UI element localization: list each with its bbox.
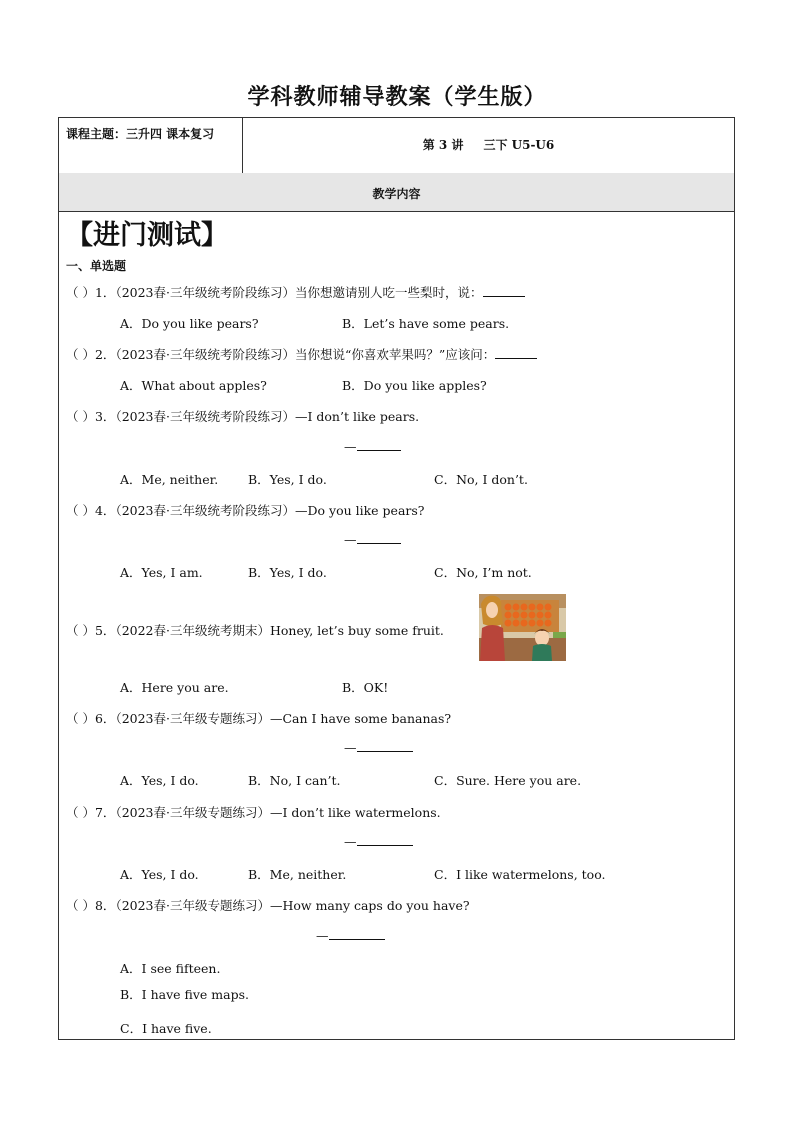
answer-bracket: （ ） bbox=[66, 898, 95, 913]
question-6 bbox=[66, 709, 451, 727]
option-a[interactable]: A．Yes, I am. bbox=[120, 565, 203, 580]
answer-bracket: （ ） bbox=[66, 285, 95, 300]
answer-blank[interactable] bbox=[357, 835, 413, 846]
reply-line bbox=[344, 834, 413, 849]
answer-bracket: （ ） bbox=[66, 409, 95, 424]
answer-blank[interactable] bbox=[495, 348, 537, 359]
question-source: （2023春·三年级专题练习） bbox=[115, 898, 270, 913]
reply-dash: — bbox=[344, 439, 357, 454]
reply-line bbox=[316, 928, 385, 943]
answer-blank[interactable] bbox=[357, 440, 401, 451]
option-a[interactable]: A．Me, neither. bbox=[120, 472, 219, 487]
fruit-shopping-illustration bbox=[479, 594, 566, 661]
option-a[interactable]: A．Yes, I do. bbox=[120, 773, 199, 788]
option-b[interactable]: B．Do you like apples? bbox=[342, 378, 487, 393]
option-c[interactable]: C．Sure. Here you are. bbox=[434, 773, 582, 788]
content-label-row bbox=[59, 173, 734, 212]
question-7 bbox=[66, 803, 441, 821]
question-8 bbox=[66, 896, 470, 914]
answer-blank[interactable] bbox=[357, 741, 413, 752]
section-title: 【进门测试】 bbox=[66, 220, 228, 251]
question-number: 1． bbox=[94, 285, 116, 300]
reply-dash: — bbox=[316, 928, 329, 943]
answer-bracket: （ ） bbox=[66, 805, 95, 820]
option-c[interactable]: C．No, I’m not. bbox=[434, 565, 532, 580]
question-5 bbox=[66, 621, 444, 639]
option-c[interactable]: C．No, I don’t. bbox=[434, 472, 528, 487]
question-text: 当你想邀请别人吃一些梨时，说： bbox=[294, 285, 483, 300]
question-source: （2023春·三年级专题练习） bbox=[115, 805, 270, 820]
question-1 bbox=[66, 283, 525, 301]
question-text: —Can I have some bananas? bbox=[269, 711, 452, 726]
header-row bbox=[59, 118, 734, 174]
option-b[interactable]: B．Yes, I do. bbox=[248, 472, 327, 487]
question-number: 3． bbox=[94, 409, 116, 424]
question-4 bbox=[66, 501, 425, 519]
subsection-title: 一、单选题 bbox=[66, 259, 127, 273]
question-source: （2023春·三年级统考阶段练习） bbox=[115, 409, 295, 424]
question-number: 2． bbox=[94, 347, 116, 362]
option-a[interactable]: A．Do you like pears? bbox=[120, 316, 259, 331]
question-number: 7． bbox=[94, 805, 116, 820]
answer-bracket: （ ） bbox=[66, 503, 95, 518]
option-b[interactable]: B．Me, neither. bbox=[248, 867, 347, 882]
question-source: （2023春·三年级统考阶段练习） bbox=[115, 285, 295, 300]
option-b[interactable]: B．I have five maps. bbox=[120, 987, 249, 1002]
lecture-number: 第 3 讲 bbox=[422, 138, 464, 152]
question-source: （2023春·三年级专题练习） bbox=[115, 711, 270, 726]
option-b[interactable]: B．OK! bbox=[342, 680, 389, 695]
question-text: —I don’t like watermelons. bbox=[269, 805, 441, 820]
reply-dash: — bbox=[344, 834, 357, 849]
answer-bracket: （ ） bbox=[66, 623, 95, 638]
answer-blank[interactable] bbox=[329, 929, 385, 940]
reply-line bbox=[344, 439, 401, 454]
option-b[interactable]: B．Yes, I do. bbox=[248, 565, 327, 580]
answer-blank[interactable] bbox=[483, 286, 525, 297]
reply-line bbox=[344, 532, 401, 547]
question-source: （2023春·三年级统考阶段练习） bbox=[115, 503, 295, 518]
question-3 bbox=[66, 407, 419, 425]
content-label: 教学内容 bbox=[372, 187, 421, 201]
option-a[interactable]: A．What about apples? bbox=[120, 378, 267, 393]
answer-blank[interactable] bbox=[357, 533, 401, 544]
option-a[interactable]: A．Yes, I do. bbox=[120, 867, 199, 882]
question-2 bbox=[66, 345, 537, 363]
answer-bracket: （ ） bbox=[66, 711, 95, 726]
reply-dash: — bbox=[344, 740, 357, 755]
option-a[interactable]: A．I see fifteen. bbox=[120, 961, 221, 976]
question-number: 8． bbox=[94, 898, 116, 913]
question-text: —Do you like pears? bbox=[294, 503, 425, 518]
question-number: 5． bbox=[94, 623, 116, 638]
question-source: （2022春·三年级统考期末） bbox=[115, 623, 270, 638]
lecture-units: 三下 U5-U6 bbox=[483, 138, 555, 152]
page-title: 学科教师辅导教案（学生版） bbox=[247, 85, 547, 110]
reply-dash: — bbox=[344, 532, 357, 547]
lecture-info bbox=[243, 136, 734, 153]
reply-line bbox=[344, 740, 413, 755]
option-a[interactable]: A．Here you are. bbox=[120, 680, 229, 695]
question-text: —I don’t like pears. bbox=[294, 409, 420, 424]
question-text: 当你想说“你喜欢苹果吗？”应该问： bbox=[294, 347, 496, 362]
question-number: 6． bbox=[94, 711, 116, 726]
question-text: —How many caps do you have? bbox=[269, 898, 470, 913]
option-b[interactable]: B．Let’s have some pears. bbox=[342, 316, 510, 331]
question-number: 4． bbox=[94, 503, 116, 518]
option-b[interactable]: B．No, I can’t. bbox=[248, 773, 341, 788]
question-text: Honey, let’s buy some fruit. bbox=[269, 623, 444, 638]
option-c[interactable]: C．I have five. bbox=[120, 1021, 212, 1036]
course-topic: 课程主题：三升四 课本复习 bbox=[66, 127, 215, 141]
answer-bracket: （ ） bbox=[66, 347, 95, 362]
question-source: （2023春·三年级统考阶段练习） bbox=[115, 347, 295, 362]
option-c[interactable]: C．I like watermelons, too. bbox=[434, 867, 606, 882]
